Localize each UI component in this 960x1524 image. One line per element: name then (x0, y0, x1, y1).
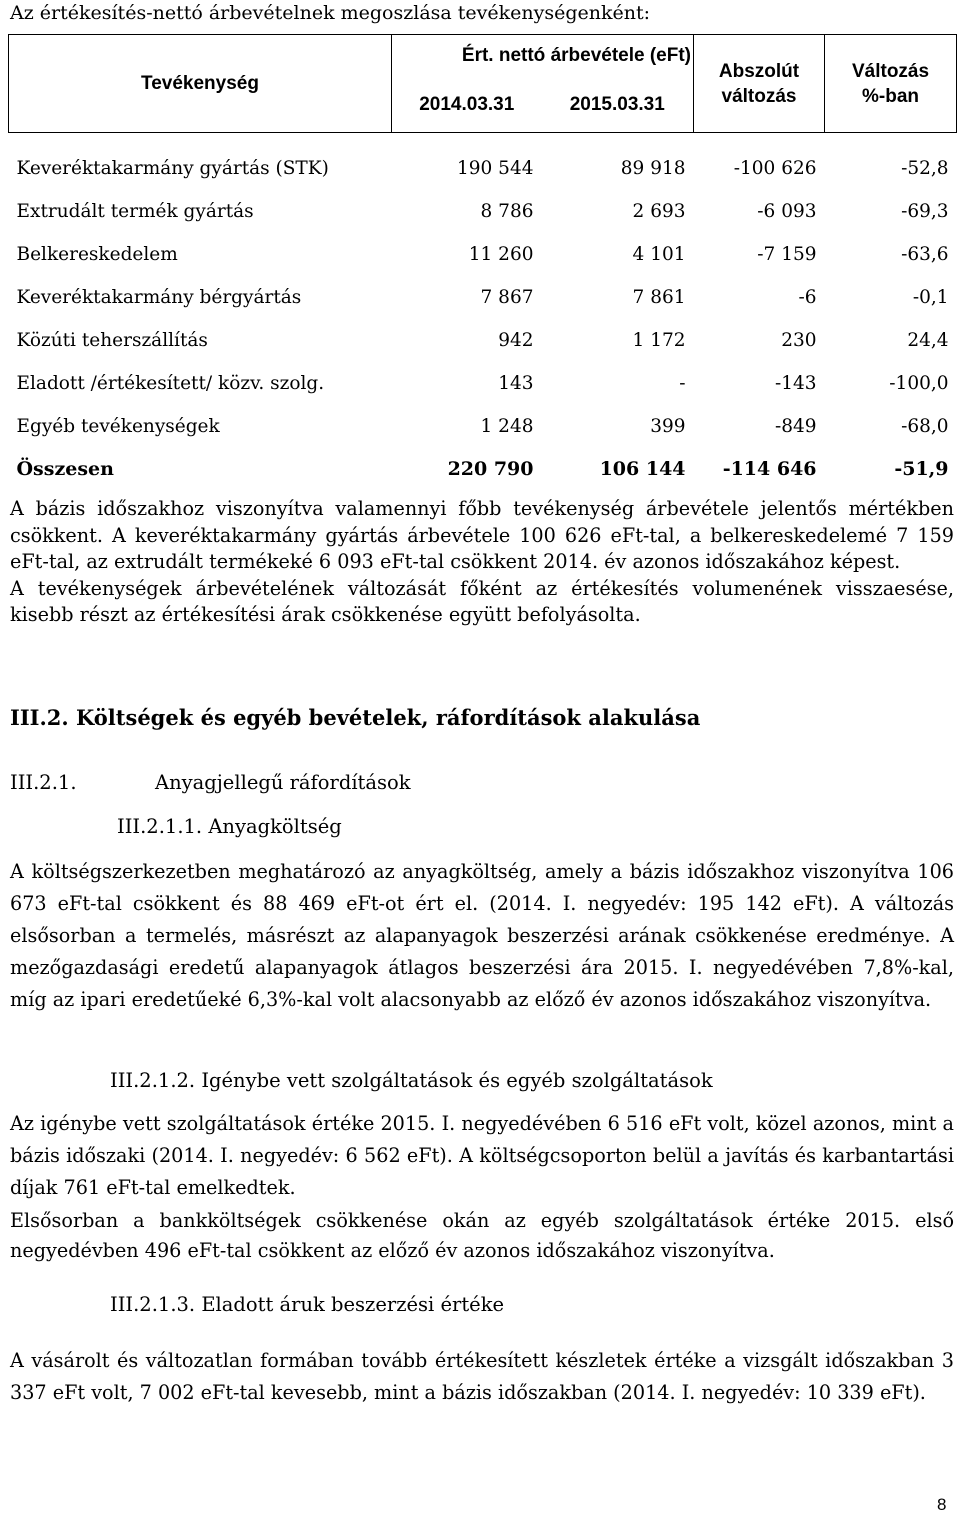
total-value-2015: 106 144 (599, 458, 686, 480)
header-absolute-change: Abszolút változás (694, 35, 825, 133)
goods-paragraph: A vásárolt és változatlan formában tovább értékesített készletek értéke a vizsgált időszakban 3 337 eFt volt, 7 002 eFt-tal kevesebb, mint a bázis időszakban (2014. I. negyedév: 10 339 eFt). (10, 1349, 954, 1404)
page-number: 8 (937, 1495, 947, 1514)
row-percent-change: -100,0 (889, 372, 949, 394)
header-year-2014: 2014.03.31 (392, 78, 542, 133)
subsection-number: III.2.1. (10, 771, 77, 794)
table-row (9, 319, 957, 362)
row-value-2014: 190 544 (456, 157, 534, 179)
section-heading: III.2. Költségek és egyéb bevételek, ráfordítások alakulása (10, 705, 701, 730)
subsubsection-title: III.2.1.1. Anyagköltség (117, 815, 342, 838)
header-year-2015: 2015.03.31 (542, 78, 694, 133)
row-activity: Belkereskedelem (16, 243, 178, 265)
row-value-2014: 143 (498, 372, 534, 394)
row-percent-change: -68,0 (901, 415, 949, 437)
row-value-2014: 11 260 (468, 243, 534, 265)
table-row (9, 362, 957, 405)
table-row (9, 147, 957, 190)
row-absolute-change: -100 626 (733, 157, 817, 179)
table-row (9, 190, 957, 233)
subsection-title: Anyagjellegű ráfordítások (155, 771, 411, 794)
total-value-2014: 220 790 (447, 458, 534, 480)
table-row (9, 405, 957, 448)
row-value-2014: 7 867 (480, 286, 534, 308)
row-activity: Keveréktakarmány bérgyártás (16, 286, 302, 308)
row-value-2015: - (679, 372, 686, 394)
row-value-2014: 1 248 (480, 415, 534, 437)
row-percent-change: -69,3 (901, 200, 949, 222)
row-absolute-change: -6 (798, 286, 817, 308)
total-absolute-change: -114 646 (722, 458, 817, 480)
services-paragraph: Az igénybe vett szolgáltatások értéke 2015. I. negyedévében 6 516 eFt volt, közel azonos, mint a bázis időszaki (2014. I. negyedév: 6 562 eFt). A költségcsoporton belül a javítás és karbantartási díjak 761 eFt-tal emelkedtek. (10, 1112, 954, 1199)
row-value-2015: 399 (650, 415, 686, 437)
row-value-2015: 89 918 (620, 157, 686, 179)
intro-text: Az értékesítés-nettó árbevételnek megoszlása tevékenységenként: (10, 2, 651, 24)
row-absolute-change: -7 159 (757, 243, 817, 265)
row-value-2015: 7 861 (632, 286, 686, 308)
services-paragraph: Elsősorban a bankköltségek csökkenése okán az egyéb szolgáltatások értéke 2015. első negyedévben 496 eFt-tal csökkent az előző év azonos időszakához viszonyítva. (10, 1209, 954, 1262)
header-activity: Tevékenység (9, 35, 392, 133)
row-value-2015: 1 172 (632, 329, 686, 351)
row-percent-change: -63,6 (901, 243, 949, 265)
row-absolute-change: 230 (781, 329, 817, 351)
row-value-2015: 2 693 (632, 200, 686, 222)
table-row (9, 276, 957, 319)
header-revenue-group: Ért. nettó árbevétele (eFt) (392, 35, 694, 78)
row-percent-change: -52,8 (901, 157, 949, 179)
row-activity: Extrudált termék gyártás (16, 200, 254, 222)
row-activity: Egyéb tevékenységek (16, 415, 220, 437)
total-label: Összesen (16, 458, 114, 480)
header-percent-change: Változás %-ban (825, 35, 957, 133)
row-value-2015: 4 101 (632, 243, 686, 265)
revenue-commentary (10, 496, 954, 629)
row-percent-change: -0,1 (912, 286, 949, 308)
row-absolute-change: -849 (774, 415, 817, 437)
total-percent-change: -51,9 (894, 458, 949, 480)
row-activity: Közúti teherszállítás (16, 329, 208, 351)
row-value-2014: 8 786 (480, 200, 534, 222)
subsubsection-title: III.2.1.2. Igénybe vett szolgáltatások és egyéb szolgáltatások (110, 1069, 713, 1092)
row-value-2014: 942 (498, 329, 534, 351)
material-cost-paragraph: A költségszerkezetben meghatározó az anyagköltség, amely a bázis időszakhoz viszonyítva 106 673 eFt-tal csökkent és 88 469 eFt-ot ért el. (2014. I. negyedév: 195 142 eFt). A változás elsősorban a termelés, másrészt az alapanyagok beszerzési arának csökkenése eredménye. A mezőgazdasági eredetű alapanyagok átlagos beszerzési ára 2015. I. negyedévében 7,8%-kal, míg az ipari eredetűeké 6,3%-kal volt alacsonyabb az előző év azonos időszakához viszonyítva. (10, 860, 954, 1011)
paragraph: A bázis időszakhoz viszonyítva valamennyi főbb tevékenység árbevétele jelentős mértékben csökkent. A keveréktakarmány gyártás árbevétele 100 626 eFt-tal, a belkereskedelemé 7 159 eFt-tal, az extrudált termékeké 6 093 eFt-tal csökkent 2014. év azonos időszakához képest. (10, 497, 954, 573)
paragraph: A tevékenységek árbevételének változását főként az értékesítés volumenének visszaesése, kisebb részt az értékesítési árak csökkenése együtt befolyásolta. (10, 576, 954, 626)
subsubsection-title: III.2.1.3. Eladott áruk beszerzési értéke (110, 1293, 505, 1316)
row-activity: Eladott /értékesített/ közv. szolg. (16, 372, 325, 394)
revenue-table (8, 34, 957, 491)
row-activity: Keveréktakarmány gyártás (STK) (16, 157, 329, 179)
table-row (9, 233, 957, 276)
row-absolute-change: -143 (774, 372, 817, 394)
row-absolute-change: -6 093 (757, 200, 817, 222)
table-total-row (9, 448, 957, 491)
row-percent-change: 24,4 (907, 329, 949, 351)
